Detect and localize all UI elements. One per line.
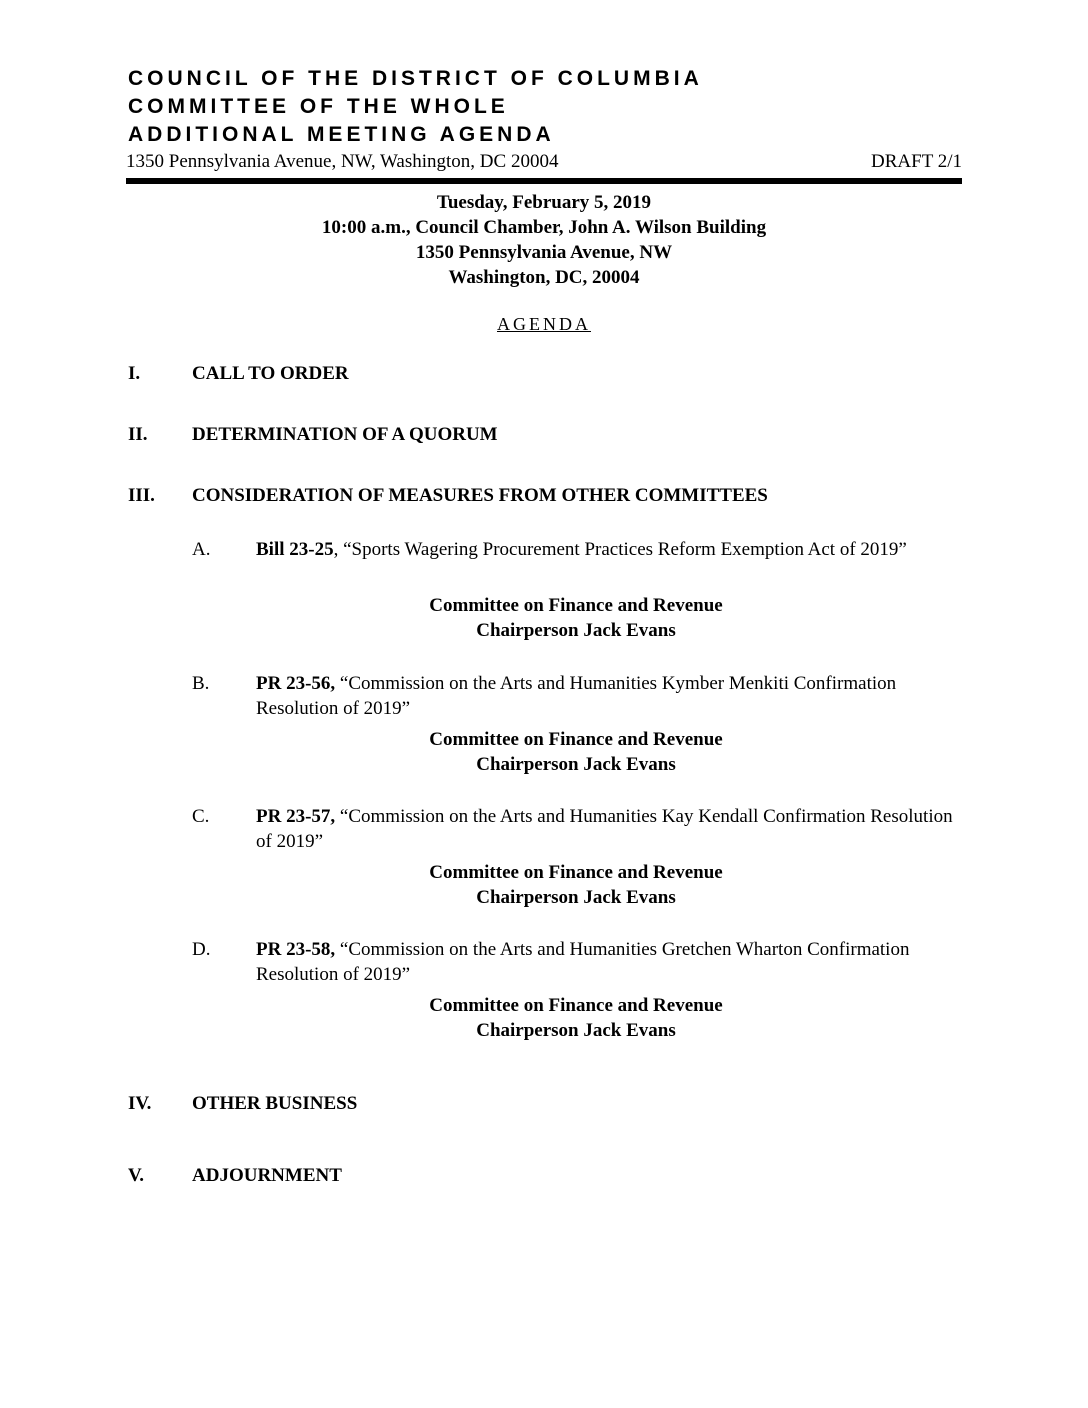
- council-name: COUNCIL OF THE DISTRICT OF COLUMBIA: [128, 67, 703, 90]
- meeting-street: 1350 Pennsylvania Avenue, NW: [415, 242, 673, 263]
- address: 1350 Pennsylvania Avenue, NW, Washington, DC 20004: [126, 151, 559, 172]
- committee-name: Committee on Finance and Revenue: [429, 729, 723, 750]
- committee-name: Committee on Finance and Revenue: [429, 595, 723, 616]
- item-text: [256, 804, 956, 854]
- item-text: [256, 937, 956, 987]
- measure-number: Bill 23-25: [256, 539, 334, 560]
- item-letter: D.: [192, 939, 211, 960]
- agenda-heading-text: AGENDA: [497, 314, 591, 334]
- measure-description: “Commission on the Arts and Humanities Gretchen Wharton Confirmation Resolution of 2019”: [256, 939, 910, 985]
- committee-chair: Chairperson Jack Evans: [476, 1020, 676, 1041]
- draft-label: DRAFT 2/1: [871, 151, 962, 172]
- measure-description: , “Sports Wagering Procurement Practices Reform Exemption Act of 2019”: [333, 539, 907, 560]
- section-number: V.: [128, 1165, 145, 1186]
- meeting-info: [126, 190, 962, 290]
- meeting-city: Washington, DC, 20004: [448, 267, 640, 288]
- meeting-time-place: 10:00 a.m., Council Chamber, John A. Wilson Building: [321, 217, 767, 238]
- meeting-date: Tuesday, February 5, 2019: [436, 192, 652, 213]
- section-title: DETERMINATION OF A QUORUM: [192, 424, 498, 445]
- header-rule: [126, 178, 962, 184]
- committee-chair: Chairperson Jack Evans: [476, 620, 676, 641]
- committee-chair: Chairperson Jack Evans: [476, 887, 676, 908]
- item-letter: B.: [192, 673, 210, 694]
- section-number: III.: [128, 485, 155, 506]
- committee-name: Committee on Finance and Revenue: [429, 995, 723, 1016]
- committee-name: Committee on Finance and Revenue: [429, 862, 723, 883]
- measure-number: PR 23-58,: [256, 939, 336, 960]
- measure-description: “Commission on the Arts and Humanities Kay Kendall Confirmation Resolution of 2019”: [256, 806, 953, 852]
- section-title: OTHER BUSINESS: [192, 1093, 358, 1114]
- committee-name: COMMITTEE OF THE WHOLE: [128, 95, 509, 118]
- item-letter: C.: [192, 806, 210, 827]
- measure-number: PR 23-57,: [256, 806, 336, 827]
- section-number: II.: [128, 424, 148, 445]
- section-title: CALL TO ORDER: [192, 363, 349, 384]
- section-number: IV.: [128, 1093, 152, 1114]
- section-title: ADJOURNMENT: [192, 1165, 342, 1186]
- section-title: CONSIDERATION OF MEASURES FROM OTHER COMMITTEES: [192, 485, 768, 506]
- item-letter: A.: [192, 539, 211, 560]
- address-row: [126, 150, 962, 174]
- item-text: [256, 671, 956, 721]
- agenda-heading: [126, 312, 962, 336]
- measure-description: “Commission on the Arts and Humanities Kymber Menkiti Confirmation Resolution of 2019”: [256, 673, 897, 719]
- committee-chair: Chairperson Jack Evans: [476, 754, 676, 775]
- section-number: I.: [128, 363, 141, 384]
- item-text: [256, 537, 956, 562]
- measure-number: PR 23-56,: [256, 673, 336, 694]
- agenda-type: ADDITIONAL MEETING AGENDA: [128, 123, 555, 146]
